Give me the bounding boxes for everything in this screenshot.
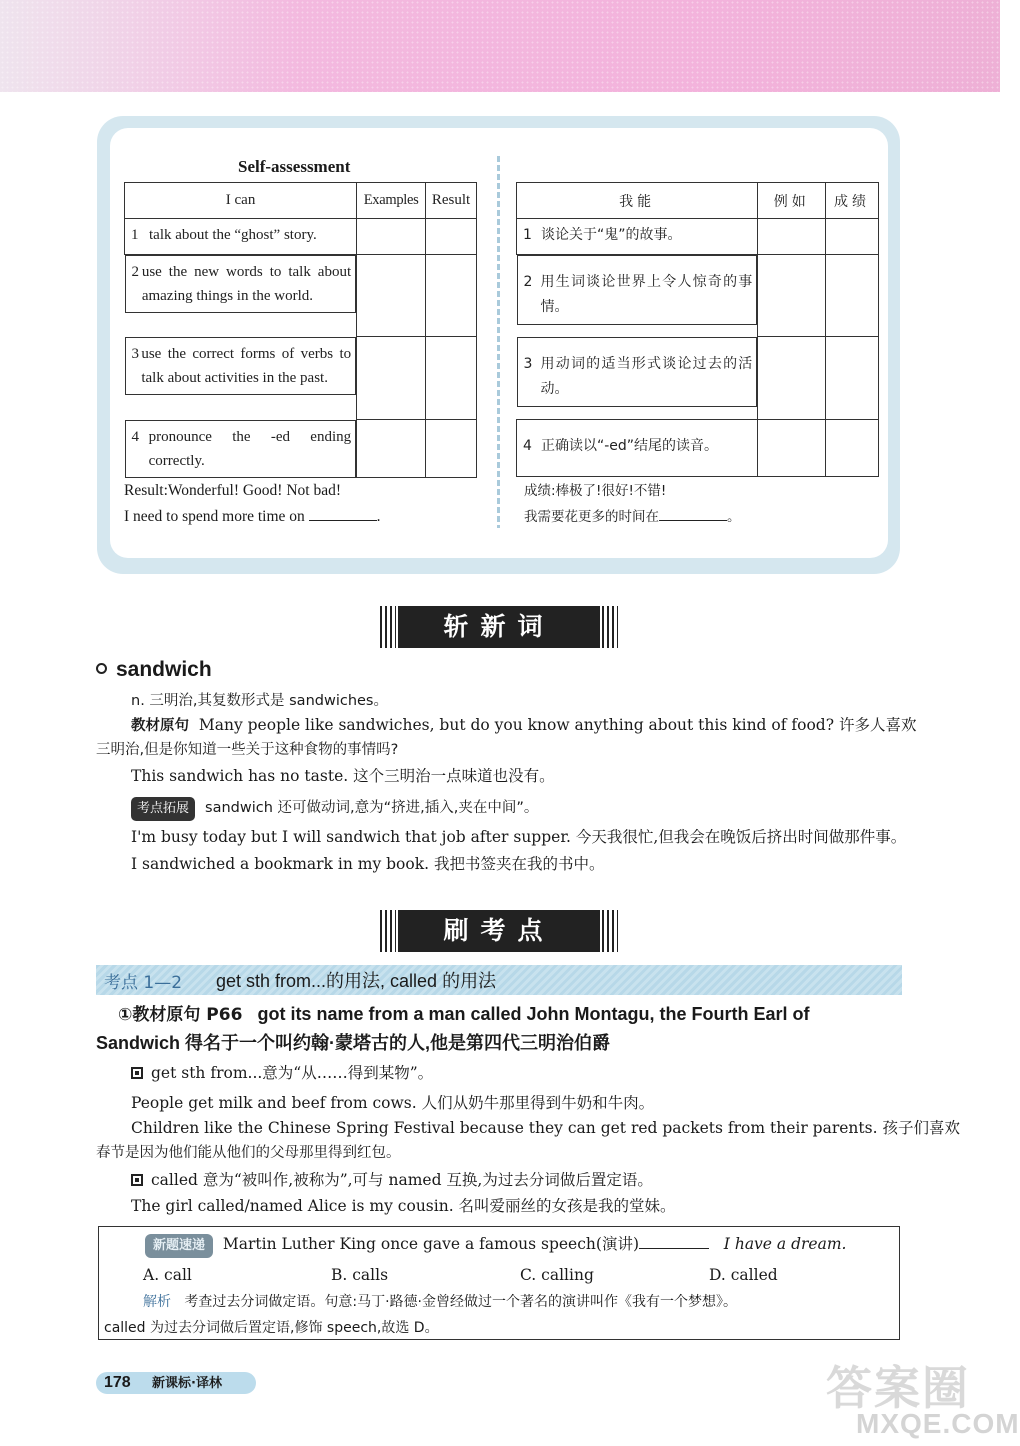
- table-row: 1 谈论关于“鬼”的故事。: [517, 219, 879, 255]
- result-cell[interactable]: [426, 255, 477, 337]
- result-cell[interactable]: [826, 219, 879, 255]
- analysis-label: 解析: [143, 1294, 171, 1310]
- answer-blank[interactable]: [639, 1235, 709, 1249]
- quiz-tag: 新题速递: [145, 1234, 213, 1258]
- table-row: 2 use the new words to talk about amazing things in the world.: [125, 255, 477, 337]
- option-d[interactable]: D. called: [709, 1266, 778, 1284]
- banner-bars-left: [380, 910, 396, 952]
- examples-cell[interactable]: [758, 420, 826, 477]
- examples-cell[interactable]: [357, 337, 426, 420]
- key-point-label: 考点 1—2: [104, 973, 183, 993]
- definition: n. 三明治,其复数形式是 sandwiches。: [131, 693, 388, 709]
- watermark-url: MXQE.COM: [856, 1408, 1020, 1439]
- extension-example: I'm busy today but I will sandwich that job after supper. 今天我很忙,但我会在晚饭后挤出时间做那件事。: [131, 828, 907, 846]
- banner-title: 刷考点: [398, 910, 600, 952]
- row-text: pronounce the -ed ending correctly.: [148, 428, 352, 469]
- option-b[interactable]: B. calls: [331, 1266, 389, 1284]
- result-cell[interactable]: [826, 337, 879, 420]
- usage-example: People get milk and beef from cows. 人们从奶牛那里得到牛奶和牛肉。: [131, 1094, 655, 1112]
- row-text: 谈论关于“鬼”的故事。: [541, 227, 682, 243]
- row-text: use the correct forms of verbs to talk about activities in the past.: [141, 345, 352, 386]
- bullet-icon: [96, 663, 107, 674]
- banner-bars-right: [602, 910, 618, 952]
- result-cell[interactable]: [426, 420, 477, 478]
- table-row: 4 正确读以“-ed”结尾的读音。: [517, 420, 879, 477]
- examples-cell[interactable]: [758, 255, 826, 337]
- page-number: 178: [104, 1374, 131, 1391]
- section-banner-key-points: [380, 910, 618, 952]
- table-row: 2 用生词谈论世界上令人惊奇的事情。: [517, 255, 879, 337]
- need-more-time-cn: 我需要花更多的时间在 。: [524, 509, 741, 525]
- usage-example: The girl called/named Alice is my cousin. 名叫爱丽丝的女孩是我的堂妹。: [131, 1197, 676, 1215]
- source-sentence: 教材原句 Many people like sandwiches, but do you know anything about this kind of food? 许多人喜欢: [131, 716, 917, 734]
- vocab-word: sandwich: [96, 658, 212, 682]
- extension-tag: 考点拓展: [131, 797, 195, 821]
- self-assessment-divider: [497, 156, 500, 528]
- self-assessment-table-en: [124, 182, 477, 478]
- source-sentence-translation: 三明治,但是你知道一些关于这种食物的事情吗?: [96, 742, 399, 758]
- analysis-cont: called 为过去分词做后置定语,修饰 speech,故选 D。: [104, 1320, 439, 1336]
- row-text: 正确读以“-ed”结尾的读音。: [541, 438, 719, 454]
- table-row: 3 用动词的适当形式谈论过去的活动。: [517, 337, 879, 420]
- examples-cell[interactable]: [758, 219, 826, 255]
- option-c[interactable]: C. calling: [520, 1266, 594, 1284]
- source-sentence-p66-cont: Sandwich 得名于一个叫约翰·蒙塔古的人,他是第四代三明治伯爵: [96, 1033, 611, 1053]
- row-text: 用生词谈论世界上令人惊奇的事情。: [540, 274, 753, 315]
- examples-cell[interactable]: [357, 420, 426, 478]
- source-sentence-p66: ①教材原句 P66 got its name from a man called John Montagu, the Fourth Earl of: [118, 1004, 810, 1025]
- result-options-en: Result:Wonderful! Good! Not bad!: [124, 482, 341, 499]
- self-assessment-table-cn: [516, 182, 879, 477]
- header-i-can: I can: [125, 183, 357, 219]
- square-bullet-icon: [131, 1067, 143, 1079]
- row-text: talk about the “ghost” story.: [149, 227, 317, 243]
- usage-note-get-from: get sth from...意为“从……得到某物”。: [131, 1062, 433, 1084]
- result-cell[interactable]: [426, 337, 477, 420]
- square-bullet-icon: [131, 1174, 143, 1186]
- self-assessment-title: Self-assessment: [238, 157, 351, 176]
- row-text: use the new words to talk about amazing things in the world.: [141, 264, 352, 304]
- examples-cell[interactable]: [357, 255, 426, 337]
- result-cell[interactable]: [426, 219, 477, 255]
- header-cheng-ji: 成绩: [826, 183, 879, 219]
- blank-line[interactable]: [659, 507, 727, 521]
- watermark-logo: 答案圈: [826, 1361, 970, 1415]
- usage-example-cont: 春节是因为他们能从他们的父母那里得到红包。: [96, 1145, 401, 1161]
- quiz-question: 新题速递 Martin Luther King once gave a famous speech(演讲) I have a dream.: [145, 1233, 846, 1258]
- header-li-ru: 例如: [758, 183, 826, 219]
- usage-note-called: called 意为“被叫作,被称为”,可与 named 互换,为过去分词做后置定语。: [131, 1169, 653, 1191]
- header-result: Result: [426, 183, 477, 219]
- section-banner-new-words: [380, 606, 618, 648]
- examples-cell[interactable]: [357, 219, 426, 255]
- extension-example: I sandwiched a bookmark in my book. 我把书签夹在我的书中。: [131, 855, 605, 873]
- banner-title: 斩新词: [398, 606, 600, 648]
- examples-cell[interactable]: [758, 337, 826, 420]
- result-cell[interactable]: [826, 255, 879, 337]
- usage-example: Children like the Chinese Spring Festival because they can get red packets from their parents. 孩子们喜欢: [131, 1119, 960, 1137]
- table-row: 4 pronounce the -ed ending correctly.: [125, 420, 477, 478]
- extension-note: 考点拓展 sandwich 还可做动词,意为“挤进,插入,夹在中间”。: [131, 796, 538, 821]
- row-text: 用动词的适当形式谈论过去的活动。: [540, 355, 753, 397]
- top-decorative-band: [0, 0, 1000, 92]
- banner-bars-right: [602, 606, 618, 648]
- analysis: 解析 考查过去分词做定语。句意:马丁·路德·金曾经做过一个著名的演讲叫作《我有一个梦想》。: [143, 1294, 737, 1310]
- option-a[interactable]: A. call: [143, 1266, 192, 1284]
- result-cell[interactable]: [826, 420, 879, 477]
- banner-bars-left: [380, 606, 396, 648]
- header-wo-neng: 我能: [517, 183, 758, 219]
- key-point-title: get sth from...的用法, called 的用法: [216, 971, 497, 991]
- result-options-cn: 成绩:棒极了!很好!不错!: [524, 483, 667, 499]
- table-row: 1 talk about the “ghost” story.: [125, 219, 477, 255]
- book-series: 新课标·译林: [152, 1376, 222, 1391]
- table-row: 3 use the correct forms of verbs to talk about activities in the past.: [125, 337, 477, 420]
- example-sentence: This sandwich has no taste. 这个三明治一点味道也没有。: [131, 767, 555, 785]
- blank-line[interactable]: [309, 507, 377, 521]
- need-more-time-en: I need to spend more time on .: [124, 508, 381, 525]
- header-examples: Examples: [357, 183, 426, 219]
